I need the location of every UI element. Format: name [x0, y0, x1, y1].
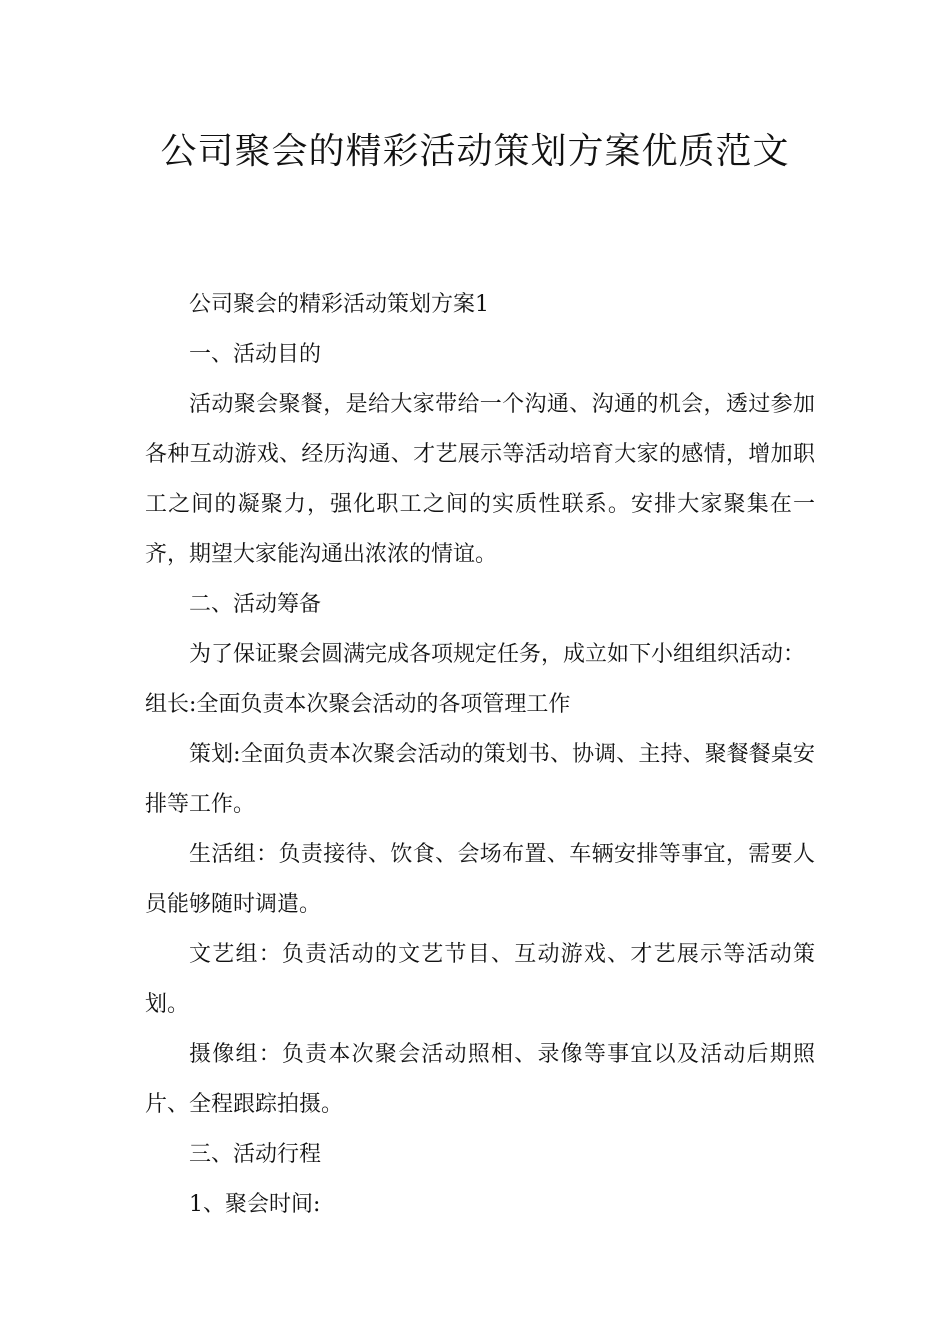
- section-heading: 三、活动行程: [189, 1142, 322, 1167]
- paragraph: 活动聚会聚餐，是给大家带给一个沟通、沟通的机会，透过参加各种互动游戏、经历沟通、才艺展示等活动培育大家的感情，增加职工之间的凝聚力，强化职工之间的实质性联系。安排大家聚集在一齐，期望大家能沟通出浓浓的情谊。: [145, 392, 815, 567]
- paragraph: 文艺组：负责活动的文艺节目、互动游戏、才艺展示等活动策划。: [145, 942, 815, 1017]
- document-body: [145, 280, 815, 1230]
- paragraph: 公司聚会的精彩活动策划方案1: [189, 292, 489, 317]
- section-heading: 一、活动目的: [189, 342, 322, 367]
- document-title: 公司聚会的精彩活动策划方案优质范文: [160, 131, 790, 172]
- paragraph: 摄像组：负责本次聚会活动照相、录像等事宜以及活动后期照片、全程跟踪拍摄。: [145, 1042, 815, 1117]
- section-heading: 二、活动筹备: [189, 592, 322, 617]
- paragraph: 1、聚会时间:: [189, 1192, 321, 1217]
- paragraph: 组长:全面负责本次聚会活动的各项管理工作: [145, 692, 571, 717]
- paragraph: 生活组：负责接待、饮食、会场布置、车辆安排等事宜，需要人员能够随时调遣。: [145, 842, 815, 917]
- paragraph: 为了保证聚会圆满完成各项规定任务，成立如下小组组织活动：: [189, 642, 806, 667]
- paragraph: 策划:全面负责本次聚会活动的策划书、协调、主持、聚餐餐桌安排等工作。: [145, 742, 815, 817]
